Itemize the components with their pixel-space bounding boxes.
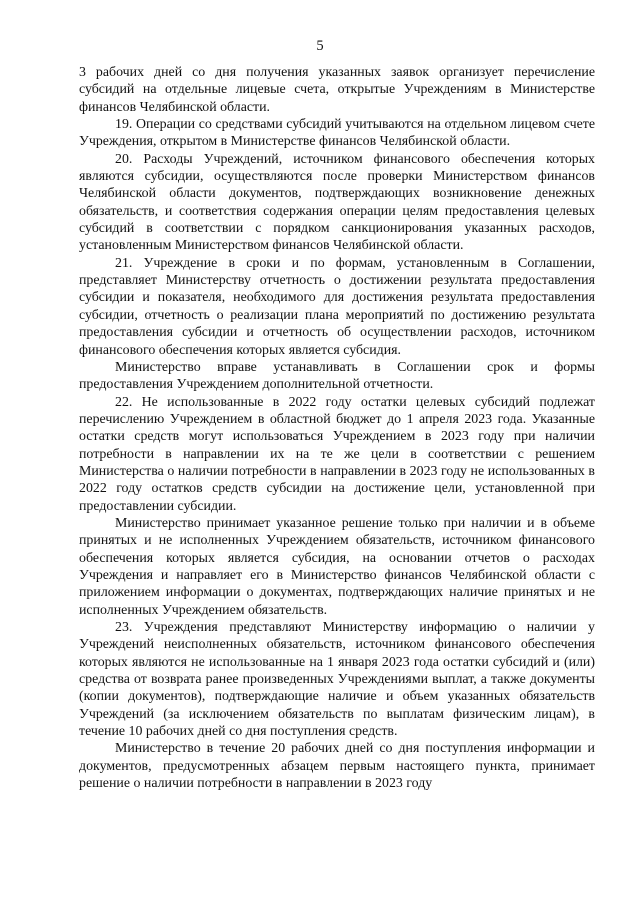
paragraph-21-additional: Министерство вправе устанавливать в Соглашении срок и формы предоставления Учреждением дополнительной отчетности.: [79, 359, 595, 393]
paragraph-continuation: 3 рабочих дней со дня получения указанных заявок организует перечисление субсидий на отдельные лицевые счета, открытые Учреждениям в Министерстве финансов Челябинской области.: [79, 65, 595, 115]
document-body: [79, 64, 595, 792]
paragraph-22: 22. Не использованные в 2022 году остатки целевых субсидий подлежат перечислению Учреждением в областной бюджет до 1 апреля 2023 года. Указанные остатки средств могут использоваться Учреждением в 2023 году при наличии потребности в направлении их на те же цели в соответствии с решением Министерства о наличии потребности в направлении в 2023 году не использованных в 2022 году остатков средств субсидии на достижение цели, установленной при предоставлении субсидии.: [79, 394, 595, 514]
paragraph-20: 20. Расходы Учреждений, источником финансового обеспечения которых являются субсидии, осуществляются после проверки Министерством финансов Челябинской области документов, подтверждающих возникновение денежных обязательств, и соответствия содержания операции целям предоставления целевых субсидий в соответствии с порядком санкционирования указанных расходов, установленным Министерством финансов Челябинской области.: [79, 151, 595, 254]
paragraph-23-ministry: Министерство в течение 20 рабочих дней со дня поступления информации и документов, предусмотренных абзацем первым настоящего пункта, принимает решение о наличии потребности в направлении в 2023 году: [79, 741, 595, 792]
paragraph-22-decision: Министерство принимает указанное решение только при наличии и в объеме принятых и не исполненных Учреждением обязательств, источником финансового обеспечения которых является субсидия, на основании отчетов о расходах Учреждения и направляет его в Министерство финансов Челябинской области с приложением информации о документах, подтверждающих наличие принятых и не исполненных Учреждением обязательств.: [79, 515, 595, 618]
page-number: 5: [316, 38, 324, 54]
paragraph-23: 23. Учреждения представляют Министерству информацию о наличии у Учреждений неисполненных обязательств, источником финансового обеспечения которых являются не использованные на 1 января 2023 года остатки субсидий и (или) средства от возврата ранее произведенных Учреждениями выплат, а также документы (копии документов), подтверждающие наличие и объем указанных обязательств Учреждений (за исключением обязательств по выплатам физическим лицам), в течение 10 рабочих дней со дня поступления средств.: [79, 620, 595, 740]
paragraph-19: 19. Операции со средствами субсидий учитываются на отдельном лицевом счете Учреждения, открытом в Министерстве финансов Челябинской области.: [79, 117, 595, 150]
paragraph-21: 21. Учреждение в сроки и по формам, установленным в Соглашении, представляет Министерству отчетность о достижении результата предоставления субсидии и показателя, необходимого для достижения результата предоставления субсидии, отчетность о реализации плана мероприятий по достижению результата предоставления субсидии и отчетность об осуществлении расходов, источником финансового обеспечения которых является субсидия.: [79, 255, 595, 358]
